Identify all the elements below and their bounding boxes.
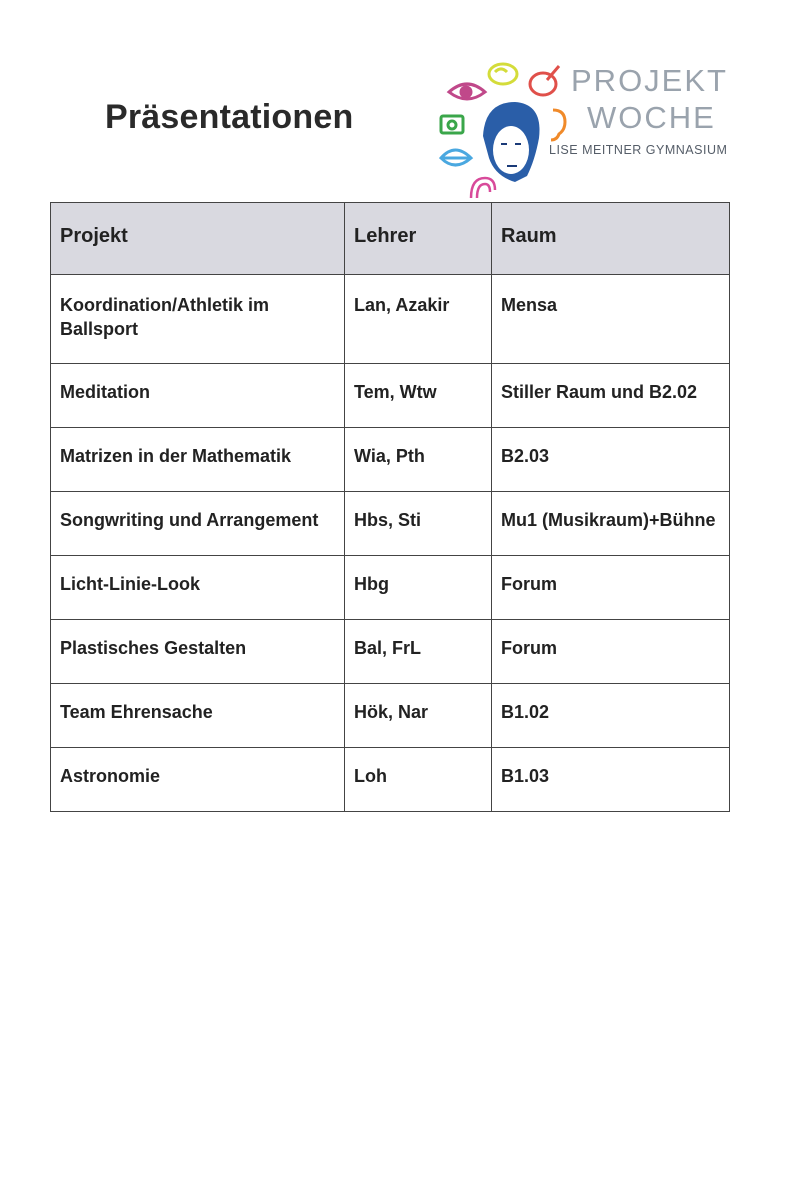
table-row	[51, 364, 730, 428]
cell-raum: Forum	[492, 556, 730, 620]
portrait-icon	[483, 102, 540, 182]
cell-projekt: Plastisches Gestalten	[51, 620, 345, 684]
brain-icon	[489, 64, 517, 84]
table-row	[51, 684, 730, 748]
cell-raum: B2.03	[492, 428, 730, 492]
cell-raum: B1.02	[492, 684, 730, 748]
cell-raum: Forum	[492, 620, 730, 684]
logo-line1: PROJEKT	[571, 63, 728, 98]
cell-lehrer: Tem, Wtw	[345, 364, 492, 428]
eye-icon	[449, 84, 485, 99]
cell-lehrer: Loh	[345, 748, 492, 812]
palette-icon	[530, 66, 559, 95]
cell-raum: Stiller Raum und B2.02	[492, 364, 730, 428]
table-header-row	[51, 203, 730, 275]
cell-projekt: Meditation	[51, 364, 345, 428]
cell-projekt: Songwriting und Arrangement	[51, 492, 345, 556]
fingerprint-icon	[471, 178, 495, 198]
cell-lehrer: Bal, FrL	[345, 620, 492, 684]
table-row	[51, 492, 730, 556]
cell-projekt: Koordination/Athletik im Ballsport	[51, 275, 345, 364]
table-row	[51, 620, 730, 684]
page-title: Präsentationen	[105, 98, 354, 136]
logo-line2: WOCHE	[587, 100, 716, 135]
cell-raum: Mu1 (Musikraum)+Bühne	[492, 492, 730, 556]
cell-lehrer: Hbg	[345, 556, 492, 620]
cell-projekt: Licht-Linie-Look	[51, 556, 345, 620]
header-projekt: Projekt	[51, 203, 345, 275]
table-row	[51, 556, 730, 620]
cell-projekt: Team Ehrensache	[51, 684, 345, 748]
camera-icon	[441, 116, 463, 133]
header-raum: Raum	[492, 203, 730, 275]
logo-subtitle: LISE MEITNER GYMNASIUM	[549, 143, 728, 157]
cell-raum: B1.03	[492, 748, 730, 812]
table-row	[51, 748, 730, 812]
logo-icons	[435, 58, 575, 203]
cell-lehrer: Hök, Nar	[345, 684, 492, 748]
cell-lehrer: Lan, Azakir	[345, 275, 492, 364]
projektwoche-logo	[435, 58, 740, 203]
header-lehrer: Lehrer	[345, 203, 492, 275]
cell-projekt: Matrizen in der Mathematik	[51, 428, 345, 492]
presentations-table	[50, 202, 730, 812]
cell-lehrer: Hbs, Sti	[345, 492, 492, 556]
cell-raum: Mensa	[492, 275, 730, 364]
table-row	[51, 428, 730, 492]
lips-icon	[441, 150, 471, 165]
table-row	[51, 275, 730, 364]
ear-icon	[551, 110, 565, 140]
cell-lehrer: Wia, Pth	[345, 428, 492, 492]
cell-projekt: Astronomie	[51, 748, 345, 812]
